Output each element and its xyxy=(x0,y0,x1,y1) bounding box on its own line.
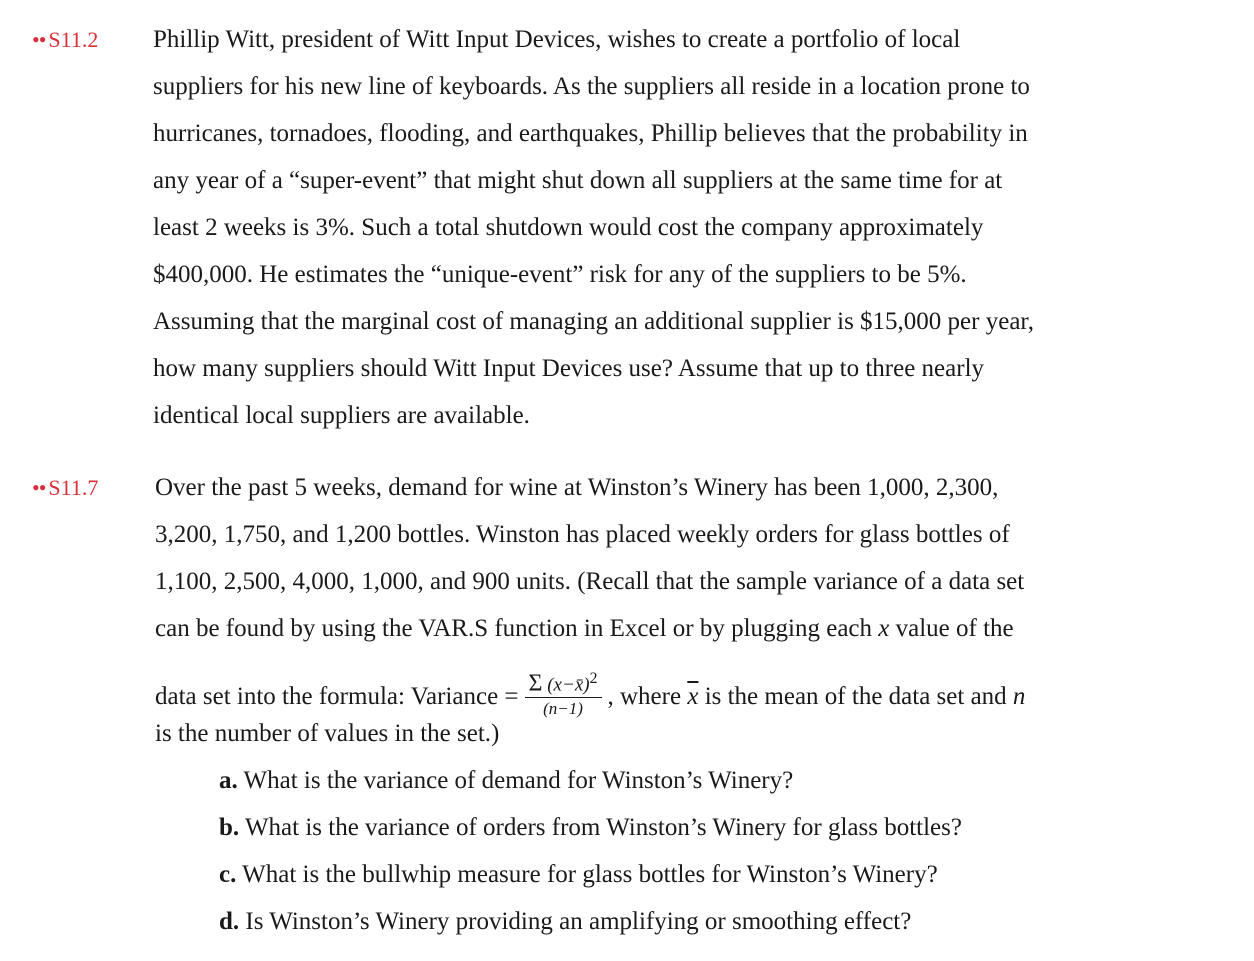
variance-fraction xyxy=(525,668,602,720)
part-text: What is the variance of orders from Winston’s Winery for glass bottles? xyxy=(239,814,962,841)
difficulty-dots: •• xyxy=(32,27,46,52)
part-d xyxy=(219,907,911,937)
part-label: a. xyxy=(219,767,238,794)
problem-text-line: Over the past 5 weeks, demand for wine at Winston’s Winery has been 1,000, 2,300, xyxy=(155,474,999,501)
numerator-expression: (x−x̄) xyxy=(547,674,590,696)
part-text: What is the variance of demand for Winston’s Winery? xyxy=(237,767,794,794)
variable-x: x xyxy=(878,615,890,642)
formula-prefix: data set into the formula: Variance = xyxy=(155,682,519,710)
problem-text-line: hurricanes, tornadoes, flooding, and earthquakes, Phillip believes that the probability in xyxy=(153,120,1028,147)
problem-text-line xyxy=(155,614,1014,644)
text-segment: can be found by using the VAR.S function in Excel or by plugging each xyxy=(155,615,879,642)
text-segment: is the mean of the data set and xyxy=(698,682,1013,710)
part-c xyxy=(219,860,938,890)
problem-number-label: S11.7 xyxy=(48,475,99,500)
problem-text-line: is the number of values in the set.) xyxy=(155,720,500,747)
text-segment: , where xyxy=(607,682,688,710)
problem-text-line: Assuming that the marginal cost of managing an additional supplier is $15,000 per year, xyxy=(153,308,1034,335)
part-label: c. xyxy=(219,861,237,888)
problem-number xyxy=(32,27,98,53)
difficulty-dots: •• xyxy=(32,475,46,500)
formula-line xyxy=(155,672,1025,724)
variable-n: n xyxy=(1012,682,1026,710)
part-b xyxy=(219,813,962,843)
problem-text-line: 1,100, 2,500, 4,000, 1,000, and 900 units. (Recall that the sample variance of a data set xyxy=(155,568,1025,595)
exponent: 2 xyxy=(589,670,598,687)
text-segment: value of the xyxy=(889,615,1014,642)
problem-text-line: $400,000. He estimates the “unique-event” risk for any of the suppliers to be 5%. xyxy=(153,261,967,288)
part-a xyxy=(219,766,793,796)
problem-text-line: least 2 weeks is 3%. Such a total shutdown would cost the company approximately xyxy=(153,214,984,241)
problem-text-line: how many suppliers should Witt Input Devices use? Assume that up to three nearly xyxy=(153,355,985,382)
problem-text-line: Phillip Witt, president of Witt Input Devices, wishes to create a portfolio of local xyxy=(153,26,961,53)
problem-text-line: identical local suppliers are available. xyxy=(153,402,530,429)
part-text: Is Winston’s Winery providing an amplifying or smoothing effect? xyxy=(239,908,912,935)
problem-number-label: S11.2 xyxy=(48,27,99,52)
variable-xbar: $\overline{x}$ xyxy=(687,682,699,710)
problem-text-line: suppliers for his new line of keyboards. As the suppliers all reside in a location prone to xyxy=(153,73,1030,100)
fraction-numerator xyxy=(525,668,602,698)
problem-number xyxy=(32,475,98,501)
fraction-denominator: (n−1) xyxy=(543,699,583,719)
part-label: d. xyxy=(219,908,240,935)
part-label: b. xyxy=(219,814,240,841)
sigma-symbol: Σ xyxy=(528,670,543,697)
part-text: What is the bullwhip measure for glass bottles for Winston’s Winery? xyxy=(236,861,938,888)
problem-text-line: any year of a “super-event” that might shut down all suppliers at the same time for at xyxy=(153,167,1003,194)
problem-text-line: 3,200, 1,750, and 1,200 bottles. Winston has placed weekly orders for glass bottles of xyxy=(155,521,1010,548)
